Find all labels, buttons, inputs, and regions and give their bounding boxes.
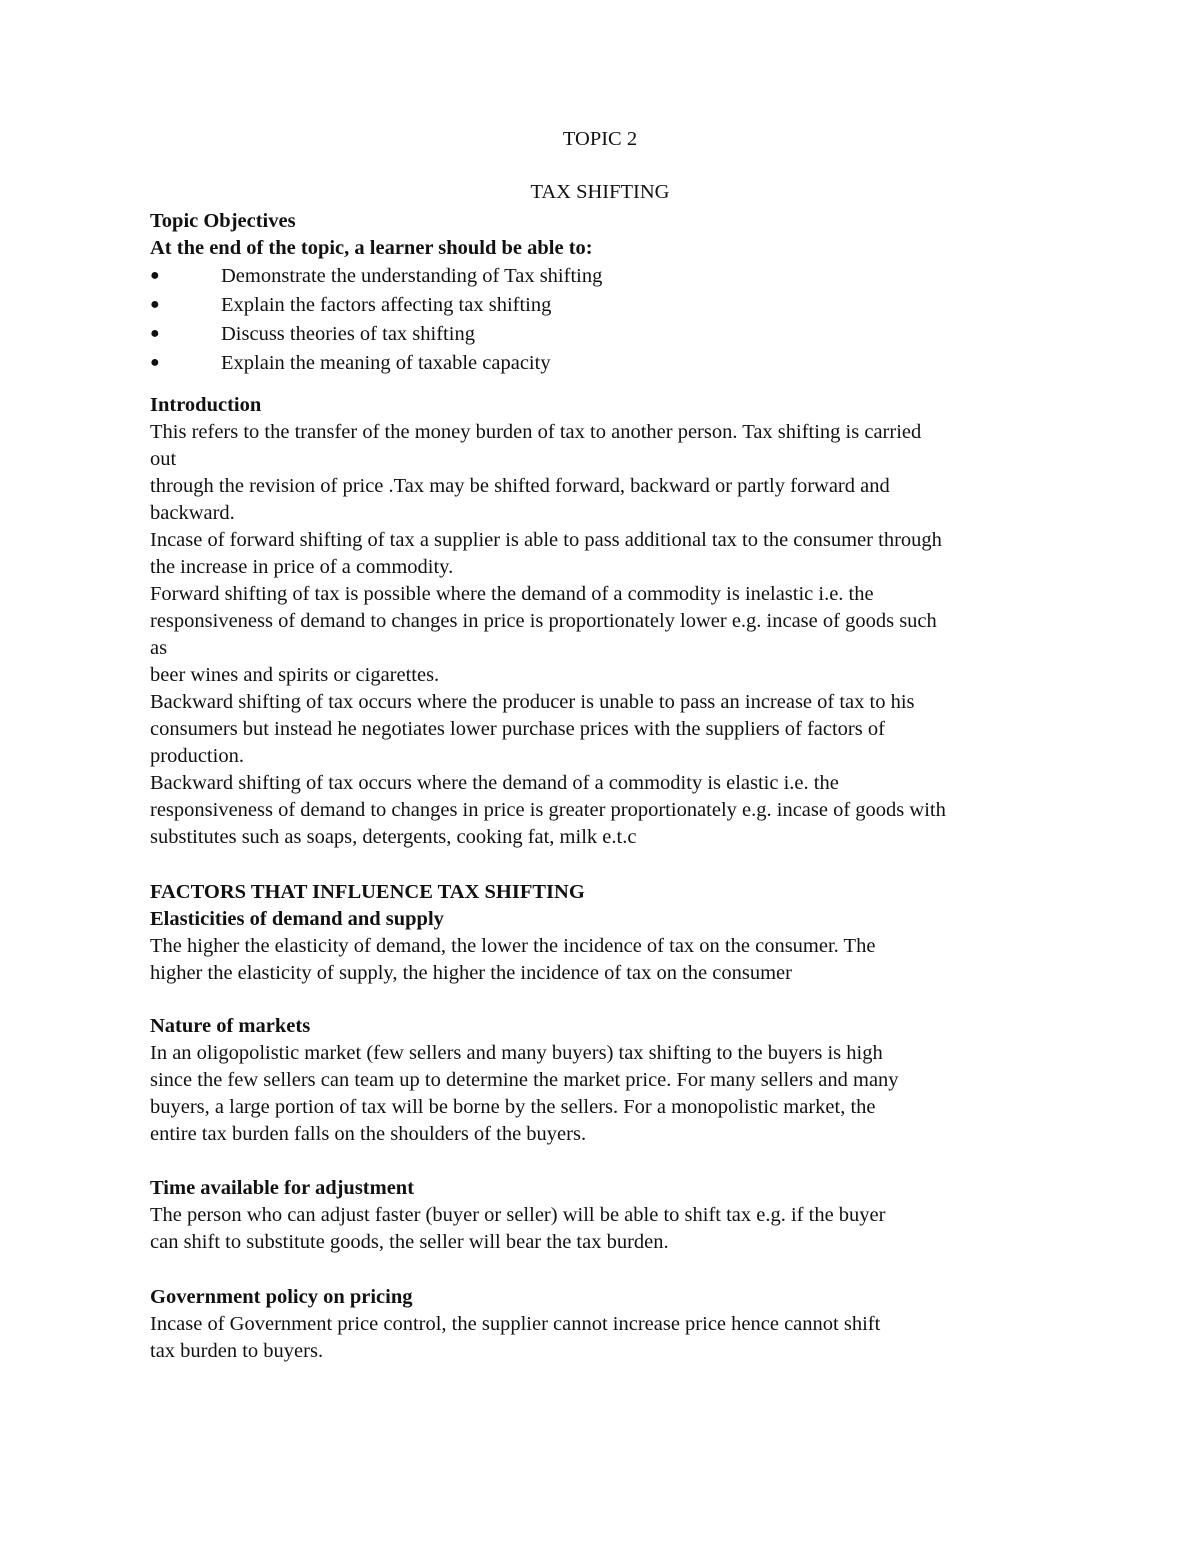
paragraph-line: tax burden to buyers. <box>150 1340 324 1362</box>
objective-text: Explain the meaning of taxable capacity <box>221 352 551 374</box>
paragraph-line: backward. <box>150 502 235 524</box>
bullet-icon: ● <box>150 354 160 371</box>
section-heading: Time available for adjustment <box>150 1177 415 1199</box>
factors-heading: FACTORS THAT INFLUENCE TAX SHIFTING <box>150 881 585 903</box>
paragraph-line: since the few sellers can team up to determine the market price. For many sellers and many <box>150 1069 899 1091</box>
objectives-intro: At the end of the topic, a learner should be able to: <box>150 237 593 259</box>
objective-text: Discuss theories of tax shifting <box>221 323 475 345</box>
paragraph-line: The higher the elasticity of demand, the lower the incidence of tax on the consumer. The <box>150 935 876 957</box>
paragraph-line: higher the elasticity of supply, the higher the incidence of tax on the consumer <box>150 962 792 984</box>
paragraph-line: beer wines and spirits or cigarettes. <box>150 664 440 686</box>
topic-number: TOPIC 2 <box>562 128 638 150</box>
paragraph-line: Backward shifting of tax occurs where the demand of a commodity is elastic i.e. the <box>150 772 839 794</box>
paragraph-line: consumers but instead he negotiates lower purchase prices with the suppliers of factors of <box>150 718 885 740</box>
paragraph-line: Forward shifting of tax is possible where the demand of a commodity is inelastic i.e. the <box>150 583 874 605</box>
paragraph-line: Incase of forward shifting of tax a supplier is able to pass additional tax to the consumer through <box>150 529 942 551</box>
paragraph-line: through the revision of price .Tax may be shifted forward, backward or partly forward and <box>150 475 890 497</box>
paragraph-line: The person who can adjust faster (buyer or seller) will be able to shift tax e.g. if the buyer <box>150 1204 886 1226</box>
paragraph-line: production. <box>150 745 244 767</box>
paragraph-line: as <box>150 637 168 659</box>
section-heading: Nature of markets <box>150 1015 311 1037</box>
paragraph-line: responsiveness of demand to changes in price is greater proportionately e.g. incase of goods with <box>150 799 946 821</box>
paragraph-line: This refers to the transfer of the money burden of tax to another person. Tax shifting is carried <box>150 421 922 443</box>
paragraph-line: substitutes such as soaps, detergents, cooking fat, milk e.t.c <box>150 826 637 848</box>
bullet-icon: ● <box>150 296 160 313</box>
paragraph-line: Incase of Government price control, the supplier cannot increase price hence cannot shift <box>150 1313 881 1335</box>
introduction-heading: Introduction <box>150 394 262 416</box>
bullet-icon: ● <box>150 267 160 284</box>
paragraph-line: the increase in price of a commodity. <box>150 556 454 578</box>
paragraph-line: entire tax burden falls on the shoulders of the buyers. <box>150 1123 587 1145</box>
bullet-icon: ● <box>150 325 160 342</box>
paragraph-line: out <box>150 448 177 470</box>
objective-text: Demonstrate the understanding of Tax shifting <box>221 265 603 287</box>
section-heading: Government policy on pricing <box>150 1286 413 1308</box>
document-title: TAX SHIFTING <box>530 181 670 203</box>
objective-text: Explain the factors affecting tax shifting <box>221 294 552 316</box>
paragraph-line: In an oligopolistic market (few sellers and many buyers) tax shifting to the buyers is high <box>150 1042 883 1064</box>
section-heading: Elasticities of demand and supply <box>150 908 444 930</box>
objectives-heading: Topic Objectives <box>150 210 296 232</box>
paragraph-line: buyers, a large portion of tax will be borne by the sellers. For a monopolistic market, the <box>150 1096 876 1118</box>
paragraph-line: responsiveness of demand to changes in price is proportionately lower e.g. incase of goods such <box>150 610 937 632</box>
paragraph-line: Backward shifting of tax occurs where the producer is unable to pass an increase of tax to his <box>150 691 915 713</box>
paragraph-line: can shift to substitute goods, the seller will bear the tax burden. <box>150 1231 669 1253</box>
